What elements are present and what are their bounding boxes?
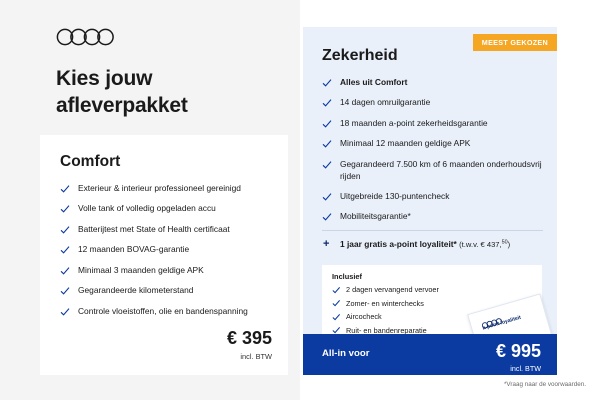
included-title: Inclusief: [332, 272, 362, 281]
list-item-label: Batterijtest met State of Health certificaat: [78, 223, 230, 234]
loyalty-card-label: a-point loyaliteit: [481, 314, 522, 332]
comfort-price-note: incl. BTW: [240, 352, 272, 361]
loyalty-offer-value: (t.w.v. € 437,50): [459, 239, 511, 249]
audi-rings-logo: [56, 28, 118, 46]
comfort-package-card[interactable]: [40, 135, 288, 375]
list-item: [60, 183, 274, 195]
check-icon: [322, 78, 332, 88]
comfort-feature-list: [60, 183, 274, 326]
check-icon: [322, 119, 332, 129]
check-icon: [60, 307, 70, 317]
check-icon: [322, 212, 332, 222]
divider: [322, 230, 543, 231]
zekerheid-card-title: Zekerheid: [322, 47, 398, 64]
comfort-price: € 395: [226, 328, 272, 348]
list-item-label: Volle tank of volledig opgeladen accu: [78, 203, 216, 214]
list-item-label: 14 dagen omruilgarantie: [340, 97, 431, 108]
list-item-label: Controle vloeistoffen, olie en bandenspanning: [78, 305, 248, 316]
list-item: [60, 203, 274, 215]
list-item: [60, 244, 274, 256]
list-item-label: Minimaal 3 maanden geldige APK: [78, 264, 204, 275]
check-icon: [322, 98, 332, 108]
check-icon: [322, 192, 332, 202]
list-item: [322, 77, 545, 89]
comfort-card-title: Comfort: [60, 153, 121, 170]
plus-icon: +: [323, 238, 330, 250]
check-icon: [332, 286, 341, 295]
allin-price-bar[interactable]: [303, 334, 557, 375]
list-item-label: Mobiliteitsgarantie*: [340, 211, 411, 222]
list-item-label: Uitgebreide 130-puntencheck: [340, 191, 450, 202]
list-item: [322, 159, 545, 183]
list-item: [322, 118, 545, 130]
check-icon: [332, 299, 341, 308]
check-icon: [60, 204, 70, 214]
list-item-label: 2 dagen vervangend vervoer: [346, 285, 439, 294]
list-item-label: Minimaal 12 maanden geldige APK: [340, 138, 471, 149]
allin-price: € 995: [495, 341, 541, 361]
list-item: [332, 312, 439, 321]
included-list: [332, 285, 439, 339]
list-item-label: Zomer- en winterchecks: [346, 298, 424, 308]
loyalty-offer-label: 1 jaar gratis a-point loyaliteit*: [340, 239, 457, 249]
list-item: [332, 299, 439, 308]
page-title: Kies jouw afleverpakket: [56, 67, 188, 117]
list-item: [322, 191, 545, 203]
list-item: [60, 285, 274, 297]
check-icon: [322, 139, 332, 149]
list-item: [60, 306, 274, 318]
allin-price-note: incl. BTW: [510, 364, 541, 373]
check-icon: [322, 160, 332, 170]
list-item-label: Gegarandeerde kilometerstand: [78, 285, 194, 296]
footnote: *Vraag naar de voorwaarden.: [503, 381, 586, 388]
list-item: [322, 97, 545, 109]
list-item-label: Alles uit Comfort: [340, 77, 408, 87]
zekerheid-package-card[interactable]: [303, 27, 557, 375]
status-badge: MEEST GEKOZEN: [473, 34, 557, 51]
check-icon: [60, 184, 70, 194]
list-item-label: Gegarandeerd 7.500 km of 6 maanden onderhoudsvrij rijden: [340, 158, 542, 181]
list-item-label: Exterieur & interieur professioneel gereinigd: [78, 183, 241, 193]
included-benefits-box: [322, 265, 542, 343]
list-item: [322, 138, 545, 150]
loyalty-offer-row: [322, 239, 545, 249]
allin-label: All-in voor: [322, 348, 370, 359]
check-icon: [60, 286, 70, 296]
list-item: [322, 211, 545, 223]
allin-price-block: [496, 342, 541, 373]
list-item-label: Aircocheck: [346, 312, 382, 321]
list-item: [60, 265, 274, 277]
check-icon: [60, 225, 70, 235]
list-item-label: 12 maanden BOVAG-garantie: [78, 244, 190, 255]
zekerheid-feature-list: [322, 77, 545, 232]
comfort-price-block: [227, 329, 272, 361]
list-item-label: 18 maanden a-point zekerheidsgarantie: [340, 117, 488, 128]
check-icon: [332, 313, 341, 322]
list-item-label: Ruit- en bandenreparatie: [346, 325, 427, 335]
list-item: [332, 285, 439, 294]
list-item: [60, 224, 274, 236]
check-icon: [60, 245, 70, 255]
check-icon: [60, 266, 70, 276]
